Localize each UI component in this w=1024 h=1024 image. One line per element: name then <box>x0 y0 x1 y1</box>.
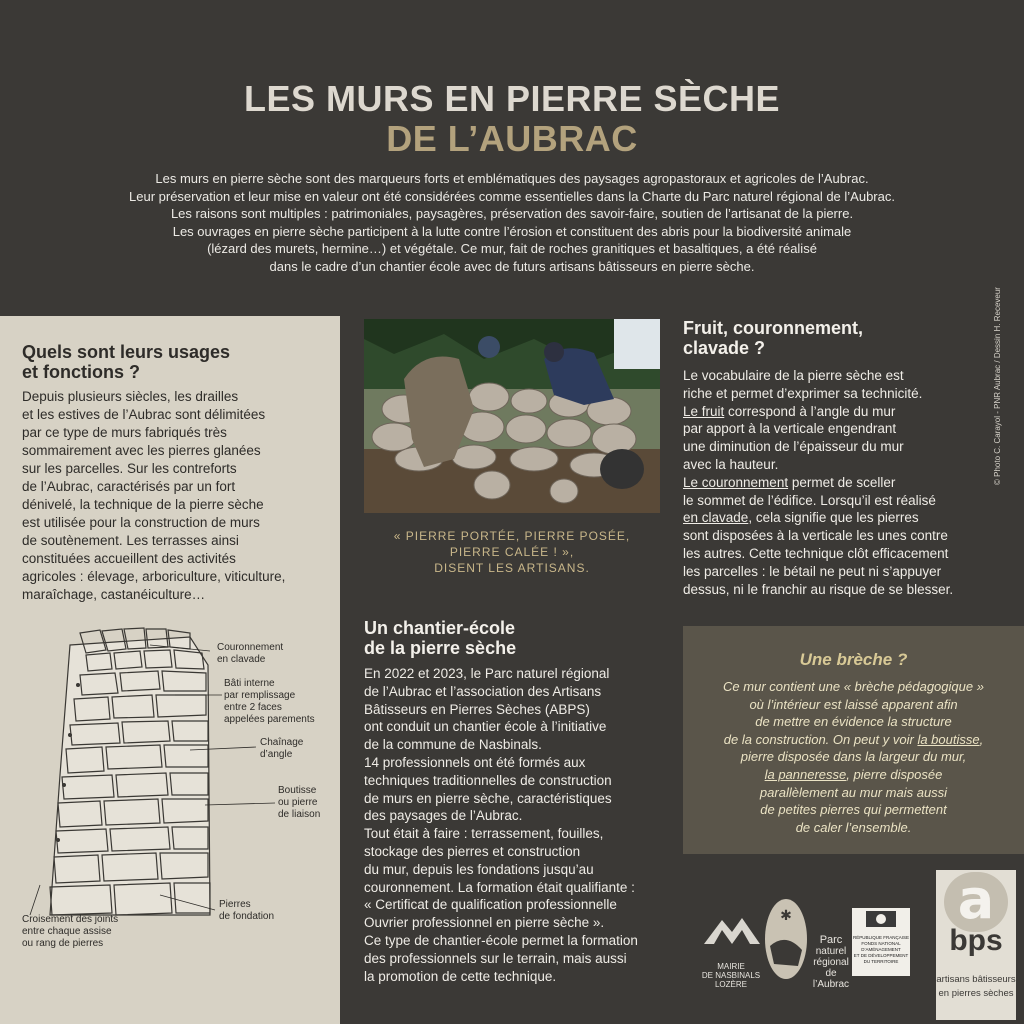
chantier-line: de murs en pierre sèche, caractéristiques <box>364 790 612 806</box>
breche-line: parallèlement au mur mais aussi <box>759 784 948 800</box>
breche-line: de petites pierres qui permettent <box>760 802 947 818</box>
chantier-line: Tout était à faire : terrassement, fouilles, <box>364 826 604 842</box>
chantier-line: 14 professionnels ont été formés aux <box>364 754 586 770</box>
abps-logo-short: bps <box>949 924 1003 957</box>
page-subtitle: DE L’AUBRAC <box>386 118 638 159</box>
intro-line: (lézard des murets, hermine…) et végétale. Ce mur, fait de roches granitiques et basaltiques, a été réalisé <box>207 241 817 256</box>
svg-text:✱: ✱ <box>780 908 792 924</box>
usage-line: sommairement avec les pierres glanées <box>22 443 261 458</box>
chantier-heading-line: de la pierre sèche <box>364 638 517 658</box>
term-clavade: en clavade <box>683 510 749 526</box>
parc-aubrac-logo-icon <box>762 896 810 982</box>
breche-line <box>683 766 1024 784</box>
label-line: de liaison <box>278 809 321 820</box>
logo-line: FONDS NATIONAL <box>861 941 901 946</box>
usage-heading-line: et fonctions ? <box>22 362 140 382</box>
breche-body <box>683 678 1024 836</box>
breche-line: de mettre en évidence la structure <box>755 714 952 730</box>
chantier-line: couronnement. La formation était qualifiante : <box>364 879 635 895</box>
fruit-heading-line: clavade ? <box>683 338 766 358</box>
label-line: Couronnement <box>217 642 284 653</box>
photo-credit-text: © Photo C. Carayol - PNR Aubrac / Dessin H. Receveur <box>993 287 1002 485</box>
label-line: ou rang de pierres <box>22 938 104 949</box>
usage-line: dénivelé, la technique de la pierre sèche <box>22 497 264 512</box>
chantier-line: des professionnels sur le terrain, mais aussi <box>364 950 627 966</box>
chantier-line: du mur, depuis les fondations jusqu’au <box>364 861 594 877</box>
logo-line: DU TERRITOIRE <box>863 959 899 964</box>
label-line: d’angle <box>260 749 293 760</box>
intro-line: Les raisons sont multiples : patrimoniales, paysagères, préservation des savoir-faire, soutien de l’artisanat de la pierre. <box>170 206 854 221</box>
usage-line: Depuis plusieurs siècles, les drailles <box>22 389 239 404</box>
logo-line: MAIRIE <box>717 962 745 971</box>
chantier-line: Bâtisseurs en Pierres Sèches (ABPS) <box>364 701 590 717</box>
term-couronnement: Le couronnement <box>683 474 789 490</box>
usage-line: agricoles : élevage, arboriculture, viticulture, <box>22 569 286 584</box>
chantier-line: « Certificat de qualification professionnelle <box>364 897 617 913</box>
chantier-line: des paysages de l’Aubrac. <box>364 808 523 824</box>
chantier-heading-line: Un chantier-école <box>364 618 516 638</box>
usage-line: maraîchage, castanéiculture… <box>22 587 206 602</box>
fruit-text: permet de sceller <box>788 474 896 490</box>
fruit-body <box>683 367 1003 598</box>
label-line: Chaînage <box>260 737 304 748</box>
label-line: entre chaque assise <box>22 926 112 937</box>
chantier-heading <box>364 618 516 658</box>
breche-text: , <box>979 731 984 747</box>
quote-line: DISENT LES ARTISANS. <box>434 561 590 575</box>
fruit-line: dessus, ni le franchir au risque de se blesser. <box>683 581 954 597</box>
chantier-line: stockage des pierres et construction <box>364 843 581 859</box>
usage-line: de l’Aubrac, caractérisés par un fort <box>22 479 236 494</box>
breche-text: , pierre disposée <box>846 766 943 782</box>
fruit-line: riche et permet d’exprimer sa technicité. <box>683 385 923 401</box>
label-chainage <box>260 737 303 761</box>
chantier-line: En 2022 et 2023, le Parc naturel régional <box>364 666 610 681</box>
parc-logo-text <box>806 935 856 990</box>
fruit-heading-line: Fruit, couronnement, <box>683 318 863 338</box>
breche-line <box>683 731 1024 749</box>
chantier-body <box>364 665 674 985</box>
fruit-line: le sommet de l’édifice. Lorsqu’il est réalisé <box>683 492 936 508</box>
breche-line: pierre disposée dans la largeur du mur, <box>740 749 967 765</box>
chantier-line: de la commune de Nasbinals. <box>364 737 542 753</box>
logo-line: ET DE DÉVELOPPEMENT <box>853 953 909 958</box>
quote-line: « PIERRE PORTÉE, PIERRE POSÉE, <box>393 529 631 543</box>
fruit-line: avec la hauteur. <box>683 456 779 472</box>
chantier-line: ont conduit un chantier école à l’initiative <box>364 719 607 735</box>
logo-line: D’AMÉNAGEMENT <box>861 947 901 952</box>
label-croisement <box>22 914 118 950</box>
artisans-quote <box>370 528 654 576</box>
label-line: Croisement des joints <box>22 914 119 925</box>
fruit-text: , cela signifie que les pierres <box>748 510 919 526</box>
label-line: appelées parements <box>224 714 315 725</box>
logo-line: régional <box>813 957 849 968</box>
quote-line: PIERRE CALÉE ! », <box>449 545 575 559</box>
usage-heading <box>22 342 322 382</box>
abps-logo-sub2: en pierres sèches <box>938 988 1014 999</box>
chantier-line: Ouvrier professionnel en pierre sèche ». <box>364 915 605 931</box>
logo-line: de l’Aubrac <box>812 968 850 990</box>
term-panneresse: la panneresse <box>764 766 847 782</box>
label-line: Pierres <box>219 899 251 910</box>
breche-line: Ce mur contient une « brèche pédagogique » <box>723 679 984 694</box>
chantier-line: de l’Aubrac et l’association des Artisans <box>364 683 602 699</box>
label-line: par remplissage <box>224 690 296 701</box>
abps-logo-sub1: artisans bâtisseurs <box>936 974 1016 985</box>
label-line: entre 2 faces <box>224 702 282 713</box>
intro-line: dans le cadre d’un chantier école avec de futurs artisans bâtisseurs en pierre sèche. <box>269 258 755 274</box>
abps-logo-letter: a <box>957 868 995 931</box>
label-line: en clavade <box>217 654 266 665</box>
term-fruit: Le fruit <box>683 403 725 419</box>
usage-line: constituées accueillent des activités <box>22 551 236 566</box>
term-boutisse: la boutisse <box>917 731 980 747</box>
label-line: de fondation <box>219 911 275 922</box>
intro-line: Les ouvrages en pierre sèche participent à la lutte contre l’érosion et constituent des abris pour la biodiversité animale <box>172 223 852 239</box>
breche-text: de la construction. On peut y voir <box>723 731 918 747</box>
chantier-line: techniques traditionnelles de construction <box>364 772 612 788</box>
chantier-line: la promotion de cette technique. <box>364 968 557 984</box>
logo-line: naturel <box>815 946 847 957</box>
breche-line: où l’intérieur est laissé apparent afin <box>749 696 958 712</box>
chantier-line: Ce type de chantier-école permet la formation <box>364 932 638 948</box>
fruit-line <box>683 403 1003 421</box>
usage-line: par ce type de murs fabriqués très <box>22 425 227 440</box>
fruit-line <box>683 509 1003 527</box>
intro-line: Leur préservation et leur mise en valeur ont été considérées comme essentielles dans la Charte du Parc naturel régional de l’Aubrac. <box>129 188 895 204</box>
republique-francaise-logo <box>852 908 910 976</box>
fruit-line: les parcelles : le bétail ne peut ni s’appuyer <box>683 563 942 579</box>
abps-logo <box>936 870 1016 1020</box>
mairie-logo-icon <box>702 914 762 950</box>
usage-line: et les estives de l’Aubrac sont délimitées <box>22 407 266 422</box>
rf-logo-text <box>852 935 910 965</box>
marianne-icon <box>852 908 910 930</box>
fruit-text: correspond à l’angle du mur <box>724 403 896 419</box>
breche-line: de caler l’ensemble. <box>795 819 912 835</box>
label-bati-interne <box>224 678 315 726</box>
fruit-line: une diminution de l’épaisseur du mur <box>683 439 904 455</box>
usage-heading-line: Quels sont leurs usages <box>22 342 231 362</box>
usage-line: est utilisée pour la construction de murs <box>22 515 260 530</box>
logo-line: RÉPUBLIQUE FRANÇAISE <box>852 935 909 940</box>
label-fondation <box>219 899 274 923</box>
intro-line: Les murs en pierre sèche sont des marqueurs forts et emblématiques des paysages agropastoraux et agricoles de l’Aubrac. <box>155 171 869 186</box>
label-line: Bâti interne <box>224 678 275 689</box>
label-line: ou pierre <box>278 797 318 808</box>
label-line: Boutisse <box>278 785 317 796</box>
usage-body <box>22 388 332 604</box>
mairie-logo-text <box>700 962 762 989</box>
fruit-line: Le vocabulaire de la pierre sèche est <box>683 368 904 383</box>
logo-line: Parc <box>819 934 843 946</box>
intro-paragraph <box>60 170 964 275</box>
label-couronnement <box>217 642 283 666</box>
fruit-line <box>683 474 1003 492</box>
usage-line: de soutènement. Les terrasses ainsi <box>22 533 239 548</box>
breche-heading: Une brèche ? <box>799 650 908 669</box>
fruit-line: les autres. Cette technique clôt efficacement <box>683 545 949 561</box>
logo-line: DE NASBINALS <box>701 971 761 980</box>
logo-line: LOZÈRE <box>714 980 747 989</box>
fruit-line: sont disposées à la verticale les unes contre <box>683 528 948 544</box>
usage-line: sur les parcelles. Sur les contreforts <box>22 461 237 476</box>
construction-photo <box>364 319 660 513</box>
fruit-line: par apport à la verticale engendrant <box>683 421 897 437</box>
page-title: LES MURS EN PIERRE SÈCHE <box>243 78 781 119</box>
label-boutisse <box>278 785 320 821</box>
fruit-heading <box>683 318 863 358</box>
